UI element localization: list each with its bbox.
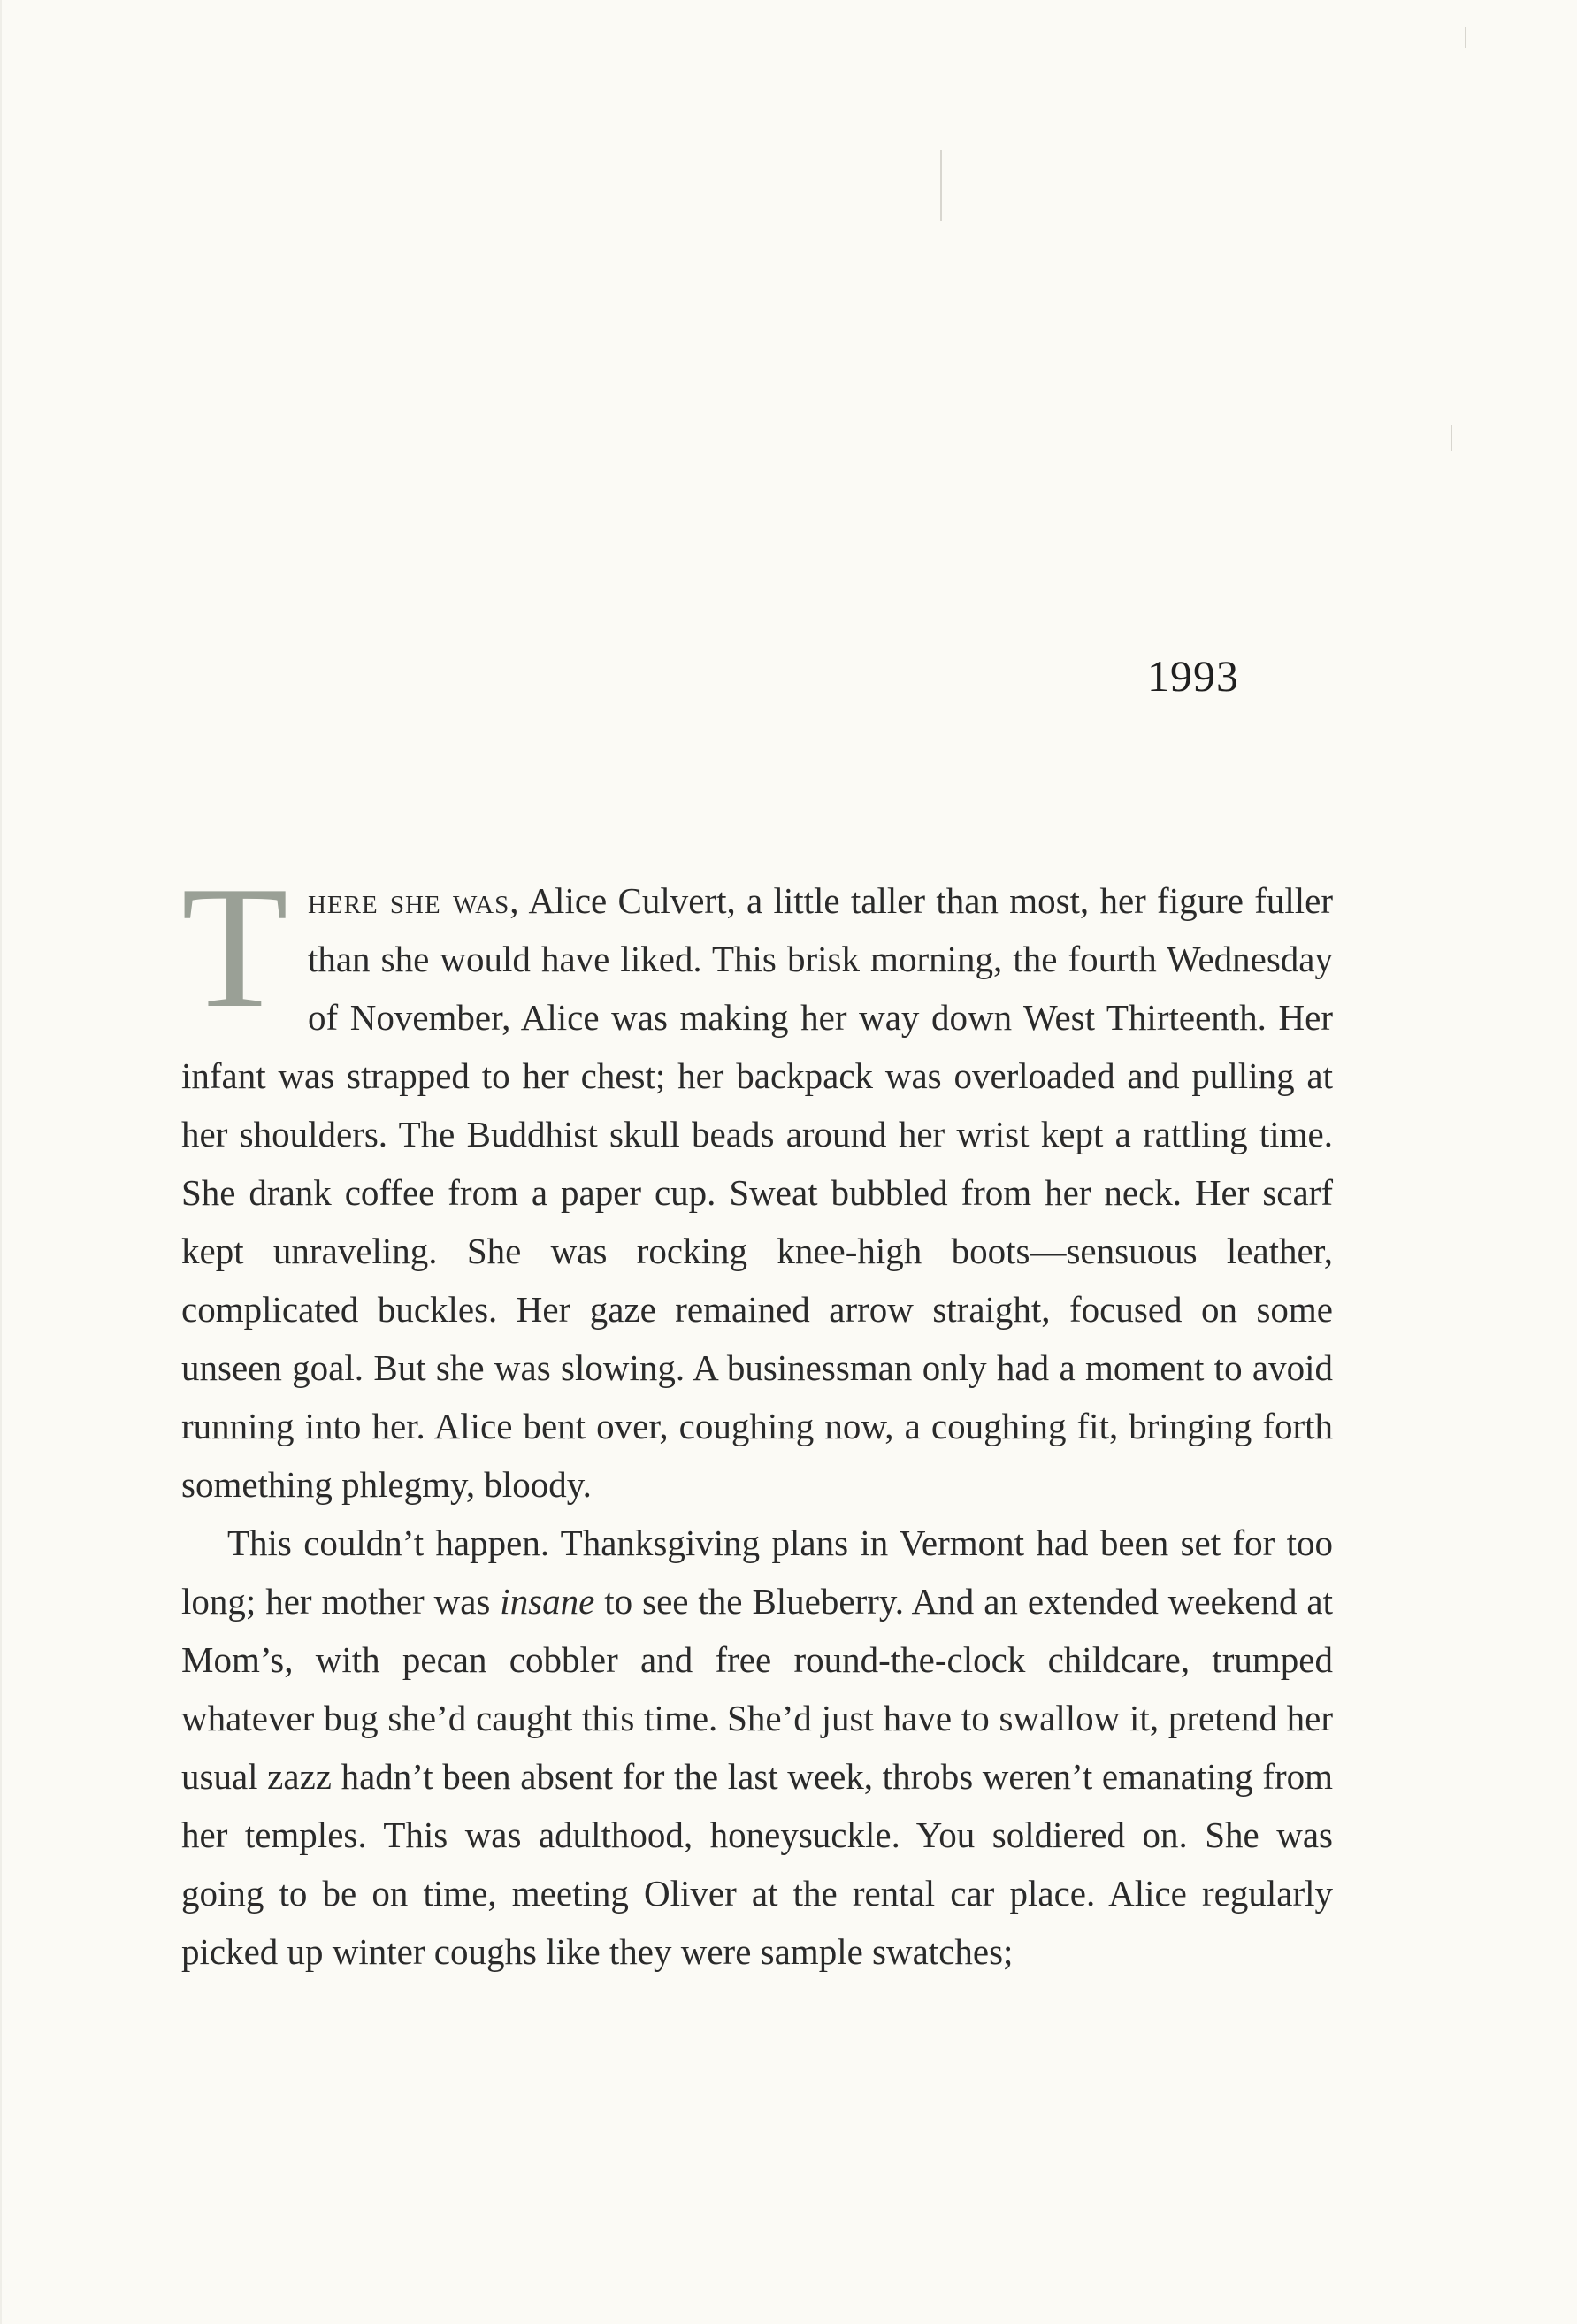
- lead-in-smallcaps: here she was,: [307, 880, 520, 921]
- paper-mark: [1465, 27, 1466, 48]
- paper-mark: [940, 150, 942, 221]
- paragraph-2: [181, 1514, 1333, 1981]
- chapter-year: 1993: [1147, 651, 1239, 701]
- paragraph-2-text-a: This couldn’t happen. Thanksgiving plans in Vermont had been set for too long; her mother was: [181, 1522, 1333, 1622]
- paragraph-2-italic: insane: [500, 1581, 595, 1622]
- paper-mark: [1451, 425, 1452, 451]
- paragraph-1-text: Alice Culvert, a little taller than most, her figure fuller than she would have liked. This brisk morning, the fourth Wednesday of November, Alice was making her way down West Thirteenth. Her infant was strapped to her chest; her backpack was overloaded and pulling at her shoulders. The Buddhist skull beads around her wrist kept a rattling time. She drank coffee from a paper cup. Sweat bubbled from her neck. Her scarf kept unraveling. She was rocking knee-high boots—sensuous leather, complicated buckles. Her gaze remained arrow straight, focused on some unseen goal. But she was slowing. A businessman only had a moment to avoid running into her. Alice bent over, coughing now, a coughing fit, bringing forth something phlegmy, bloody.: [181, 880, 1333, 1505]
- paragraph-1: [181, 850, 1333, 1514]
- body-text: [181, 850, 1333, 1981]
- drop-cap: T: [181, 850, 288, 1044]
- paragraph-2-text-b: to see the Blueberry. And an extended weekend at Mom’s, with pecan cobbler and free round-the-clock childcare, trumped whatever bug she’d caught this time. She’d just have to swallow it, pretend her usual zazz hadn’t been absent for the last week, throbs weren’t emanating from her temples. This was adulthood, honeysuckle. You soldiered on. She was going to be on time, meeting Oliver at the rental car place. Alice regularly picked up winter coughs like they were sample swatches;: [181, 1581, 1333, 1972]
